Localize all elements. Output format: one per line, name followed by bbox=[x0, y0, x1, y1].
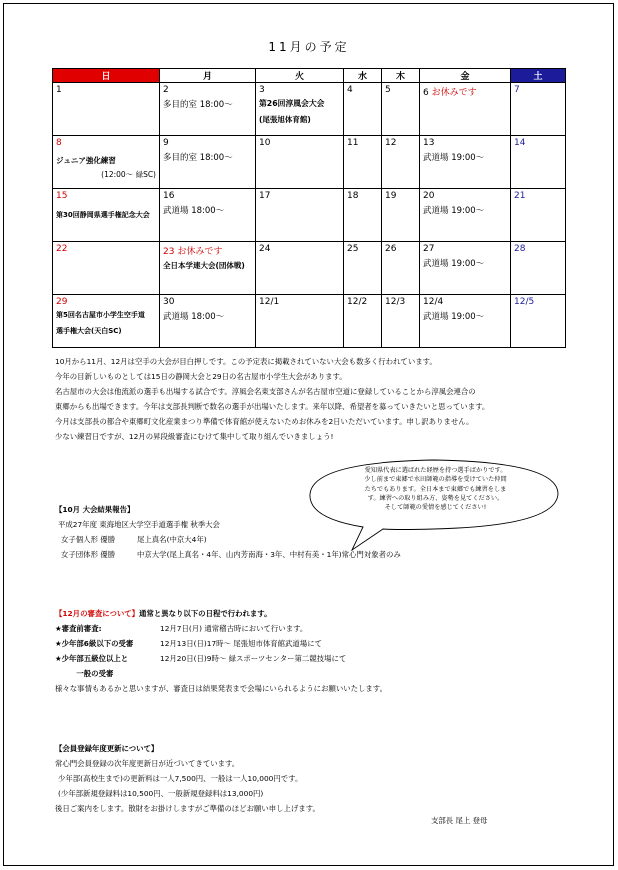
calendar-day bbox=[344, 83, 382, 136]
exam-key: 一般の受審 bbox=[69, 669, 114, 678]
day-number: 4 bbox=[347, 85, 353, 95]
day-number: 7 bbox=[514, 85, 520, 95]
header-monday: 月 bbox=[160, 69, 256, 83]
results-heading: 【10月 大会結果報告】 bbox=[55, 505, 135, 514]
day-event: 武道場 19:00～ bbox=[423, 206, 485, 216]
calendar-day bbox=[382, 242, 420, 295]
day-event: 選手権大会(天白SC) bbox=[56, 327, 122, 335]
intro-line: 今年の目新しいものとしては15日の静岡大会と29日の名古屋市小学生大会があります。 bbox=[55, 372, 347, 381]
exam-value: 12月20日(日)9時～ 緑スポーツセンター第二競技場にて bbox=[160, 654, 347, 663]
calendar-day bbox=[511, 136, 566, 189]
day-number: 2 bbox=[163, 85, 169, 95]
day-number: 20 bbox=[423, 191, 435, 201]
day-number: 12/5 bbox=[514, 297, 535, 307]
calendar-day bbox=[256, 83, 344, 136]
day-event: 多目的室 18:00～ bbox=[163, 100, 233, 110]
day-event: 第30回静岡県選手権記念大会 bbox=[56, 211, 150, 219]
calendar-week bbox=[53, 136, 566, 189]
membership-line: 少年部(高校生まで)の更新料は一人7,500円、一般は一人10,000円です。 bbox=[58, 774, 303, 783]
membership-line: 後日ご案内をします。散財をお掛けしますがご準備のほどお願い申し上げます。 bbox=[55, 804, 320, 813]
calendar-header-row bbox=[53, 69, 566, 83]
calendar-day bbox=[256, 189, 344, 242]
results-event: 平成27年度 東海地区大学空手道選手権 秋季大会 bbox=[58, 520, 220, 529]
day-number: 27 bbox=[423, 244, 435, 254]
day-event: 第5回名古屋市小学生空手道 bbox=[56, 311, 145, 319]
day-number: 10 bbox=[259, 138, 271, 148]
intro-line: 名古屋市の大会は他流派の選手も出場する試合です。淳風会名東支部さんが名古屋市空道に登録していることから淳風会連合の bbox=[55, 387, 476, 396]
day-number: 12/2 bbox=[347, 297, 368, 307]
membership-line: (少年部新規登録料は10,500円、一般新規登録料は13,000円) bbox=[58, 789, 264, 798]
exam-row bbox=[55, 636, 387, 651]
header-tuesday: 火 bbox=[256, 69, 344, 83]
bubble-line: 少し前まで東郷で水田師範の指導を受けていた仲間 bbox=[364, 476, 507, 484]
calendar-day bbox=[382, 136, 420, 189]
exam-row bbox=[55, 666, 387, 681]
calendar-day bbox=[420, 242, 511, 295]
calendar-day bbox=[160, 136, 256, 189]
day-number: 30 bbox=[163, 297, 175, 307]
result-label: 女子団体形 優勝 bbox=[61, 550, 116, 559]
exam-key: ★少年部五級位以上と bbox=[55, 654, 129, 663]
day-number: 12/1 bbox=[259, 297, 280, 307]
calendar-day bbox=[53, 136, 160, 189]
calendar-day bbox=[420, 189, 511, 242]
calendar-table bbox=[52, 68, 566, 348]
calendar-day bbox=[382, 295, 420, 348]
day-event: 武道場 19:00～ bbox=[423, 153, 485, 163]
speech-bubble-text bbox=[348, 466, 523, 512]
day-event: 武道場 19:00～ bbox=[423, 259, 485, 269]
bubble-line: す。練習への取り組み方、姿勢を見てください。 bbox=[367, 494, 504, 502]
calendar-day bbox=[511, 83, 566, 136]
calendar-day bbox=[53, 295, 160, 348]
calendar-day bbox=[160, 242, 256, 295]
day-number: 5 bbox=[385, 85, 391, 95]
calendar-day bbox=[53, 189, 160, 242]
day-event: 武道場 18:00～ bbox=[163, 206, 225, 216]
day-event-location: (尾張旭体育館) bbox=[259, 115, 311, 124]
day-event: 武道場 18:00～ bbox=[163, 312, 225, 322]
day-number: 16 bbox=[163, 191, 175, 201]
exam-key: ★少年部6級以下の受審 bbox=[55, 639, 134, 648]
membership-section bbox=[55, 741, 320, 816]
calendar-day bbox=[511, 295, 566, 348]
calendar-day bbox=[420, 136, 511, 189]
results-row bbox=[55, 532, 220, 547]
day-number: 3 bbox=[259, 85, 265, 95]
day-number: 12/3 bbox=[385, 297, 406, 307]
header-thursday: 木 bbox=[382, 69, 420, 83]
bubble-line: そして師範の愛情を感じてください! bbox=[384, 504, 487, 512]
page-title: 11月の予定 bbox=[268, 40, 350, 54]
day-number: 24 bbox=[259, 244, 271, 254]
result-value: 尾上真名(中京大4年) bbox=[137, 535, 207, 544]
day-number: 8 bbox=[56, 138, 62, 148]
exam-row bbox=[55, 651, 387, 666]
intro-line: 今月は支部長の都合や東郷町文化産業まつり準備で体育館が使えないためお休みを2日いただいています。申し訳ありません。 bbox=[55, 417, 474, 426]
calendar-day bbox=[511, 189, 566, 242]
day-number: 26 bbox=[385, 244, 397, 254]
calendar-day bbox=[256, 295, 344, 348]
day-number: 23 bbox=[163, 247, 175, 257]
calendar-week bbox=[53, 242, 566, 295]
day-number: 22 bbox=[56, 244, 68, 254]
exam-value: 12月7日(月) 通常稽古時において行います。 bbox=[160, 624, 308, 633]
day-number: 15 bbox=[56, 191, 68, 201]
exam-value: 12月13日(日)17時～ 尾張旭市体育館武道場にて bbox=[160, 639, 322, 648]
results-section bbox=[55, 502, 401, 562]
calendar-day bbox=[344, 189, 382, 242]
calendar-day bbox=[511, 242, 566, 295]
day-number: 13 bbox=[423, 138, 435, 148]
intro-line: 少ない練習日ですが、12月の昇段級審査にむけて集中して取り組んでいきましょう! bbox=[55, 432, 334, 441]
intro-line: 10月から11月、12月は空手の大会が目白押しです。この予定表に掲載されていない大会も数多く行われています。 bbox=[55, 357, 437, 366]
day-off-note: お休みです bbox=[431, 88, 477, 98]
day-event-detail: (12:00～ 緑SC) bbox=[101, 170, 156, 179]
calendar-day bbox=[160, 189, 256, 242]
day-event: 全日本学連大会(団体戦) bbox=[163, 261, 245, 270]
calendar-day bbox=[53, 242, 160, 295]
calendar-day bbox=[382, 83, 420, 136]
day-event: 多目的室 18:00～ bbox=[163, 153, 233, 163]
calendar-week bbox=[53, 295, 566, 348]
day-number: 19 bbox=[385, 191, 397, 201]
header-saturday: 土 bbox=[511, 69, 566, 83]
day-number: 14 bbox=[514, 138, 526, 148]
day-number: 17 bbox=[259, 191, 271, 201]
calendar-day bbox=[160, 295, 256, 348]
day-number: 11 bbox=[347, 138, 359, 148]
day-number: 28 bbox=[514, 244, 526, 254]
day-number: 9 bbox=[163, 138, 169, 148]
day-event: 武道場 19:00～ bbox=[423, 312, 485, 322]
calendar-day bbox=[382, 189, 420, 242]
exam-heading-rest: 通常と異なり以下の日程で行われます。 bbox=[139, 609, 272, 618]
calendar-day bbox=[344, 136, 382, 189]
day-number: 1 bbox=[56, 85, 62, 95]
header-friday: 金 bbox=[420, 69, 511, 83]
calendar-week bbox=[53, 83, 566, 136]
day-number: 6 bbox=[423, 88, 429, 98]
exam-heading-red: 【12月の審査について】 bbox=[55, 609, 140, 618]
exam-note: 様々な事情もあるかと思いますが、審査日は結果発表まで会場にいられるようにお願いいたします。 bbox=[55, 684, 387, 693]
exam-key: ★審査前審査: bbox=[55, 624, 102, 633]
day-number: 29 bbox=[56, 297, 68, 307]
day-number: 25 bbox=[347, 244, 359, 254]
day-number: 18 bbox=[347, 191, 359, 201]
calendar-day bbox=[256, 242, 344, 295]
membership-line: 常心門会員登録の次年度更新日が近づいてきています。 bbox=[55, 759, 240, 768]
bubble-line: たちでもあります。全日本まで東郷でも練習をしま bbox=[364, 485, 507, 493]
exam-section bbox=[55, 606, 387, 696]
calendar-day bbox=[344, 242, 382, 295]
calendar-day bbox=[420, 295, 511, 348]
intro-paragraph bbox=[55, 354, 489, 444]
exam-row bbox=[55, 621, 387, 636]
result-label: 女子個人形 優勝 bbox=[61, 535, 116, 544]
intro-line: 東郷からも出場できます。今年は支部長判断で数名の選手が出場いたします。来年以降、希望者を募っていきたいと思っています。 bbox=[55, 402, 490, 411]
header-sunday: 日 bbox=[53, 69, 160, 83]
speech-bubble bbox=[308, 458, 560, 544]
calendar-day bbox=[420, 83, 511, 136]
day-event: 第26回淳風会大会 bbox=[259, 99, 325, 108]
calendar-day bbox=[160, 83, 256, 136]
day-event: ジュニア強化練習 bbox=[56, 156, 116, 165]
signature: 支部長 尾上 登母 bbox=[431, 816, 488, 825]
calendar-week bbox=[53, 189, 566, 242]
calendar-day bbox=[256, 136, 344, 189]
day-number: 21 bbox=[514, 191, 526, 201]
result-value: 中京大学(尾上真名・4年、山内芳南海・3年、中村有美・1年)常心門対象者のみ bbox=[137, 550, 401, 559]
day-number: 12 bbox=[385, 138, 397, 148]
results-row bbox=[55, 547, 401, 562]
exam-heading bbox=[55, 606, 387, 621]
header-wednesday: 水 bbox=[344, 69, 382, 83]
bubble-line: 愛知県代表に選ばれた経歴を持つ選手ばかりです。 bbox=[364, 467, 507, 474]
day-number: 12/4 bbox=[423, 297, 444, 307]
calendar-day bbox=[53, 83, 160, 136]
membership-heading: 【会員登録年度更新について】 bbox=[55, 744, 159, 753]
day-off-note: お休みです bbox=[177, 247, 223, 257]
calendar-day bbox=[344, 295, 382, 348]
